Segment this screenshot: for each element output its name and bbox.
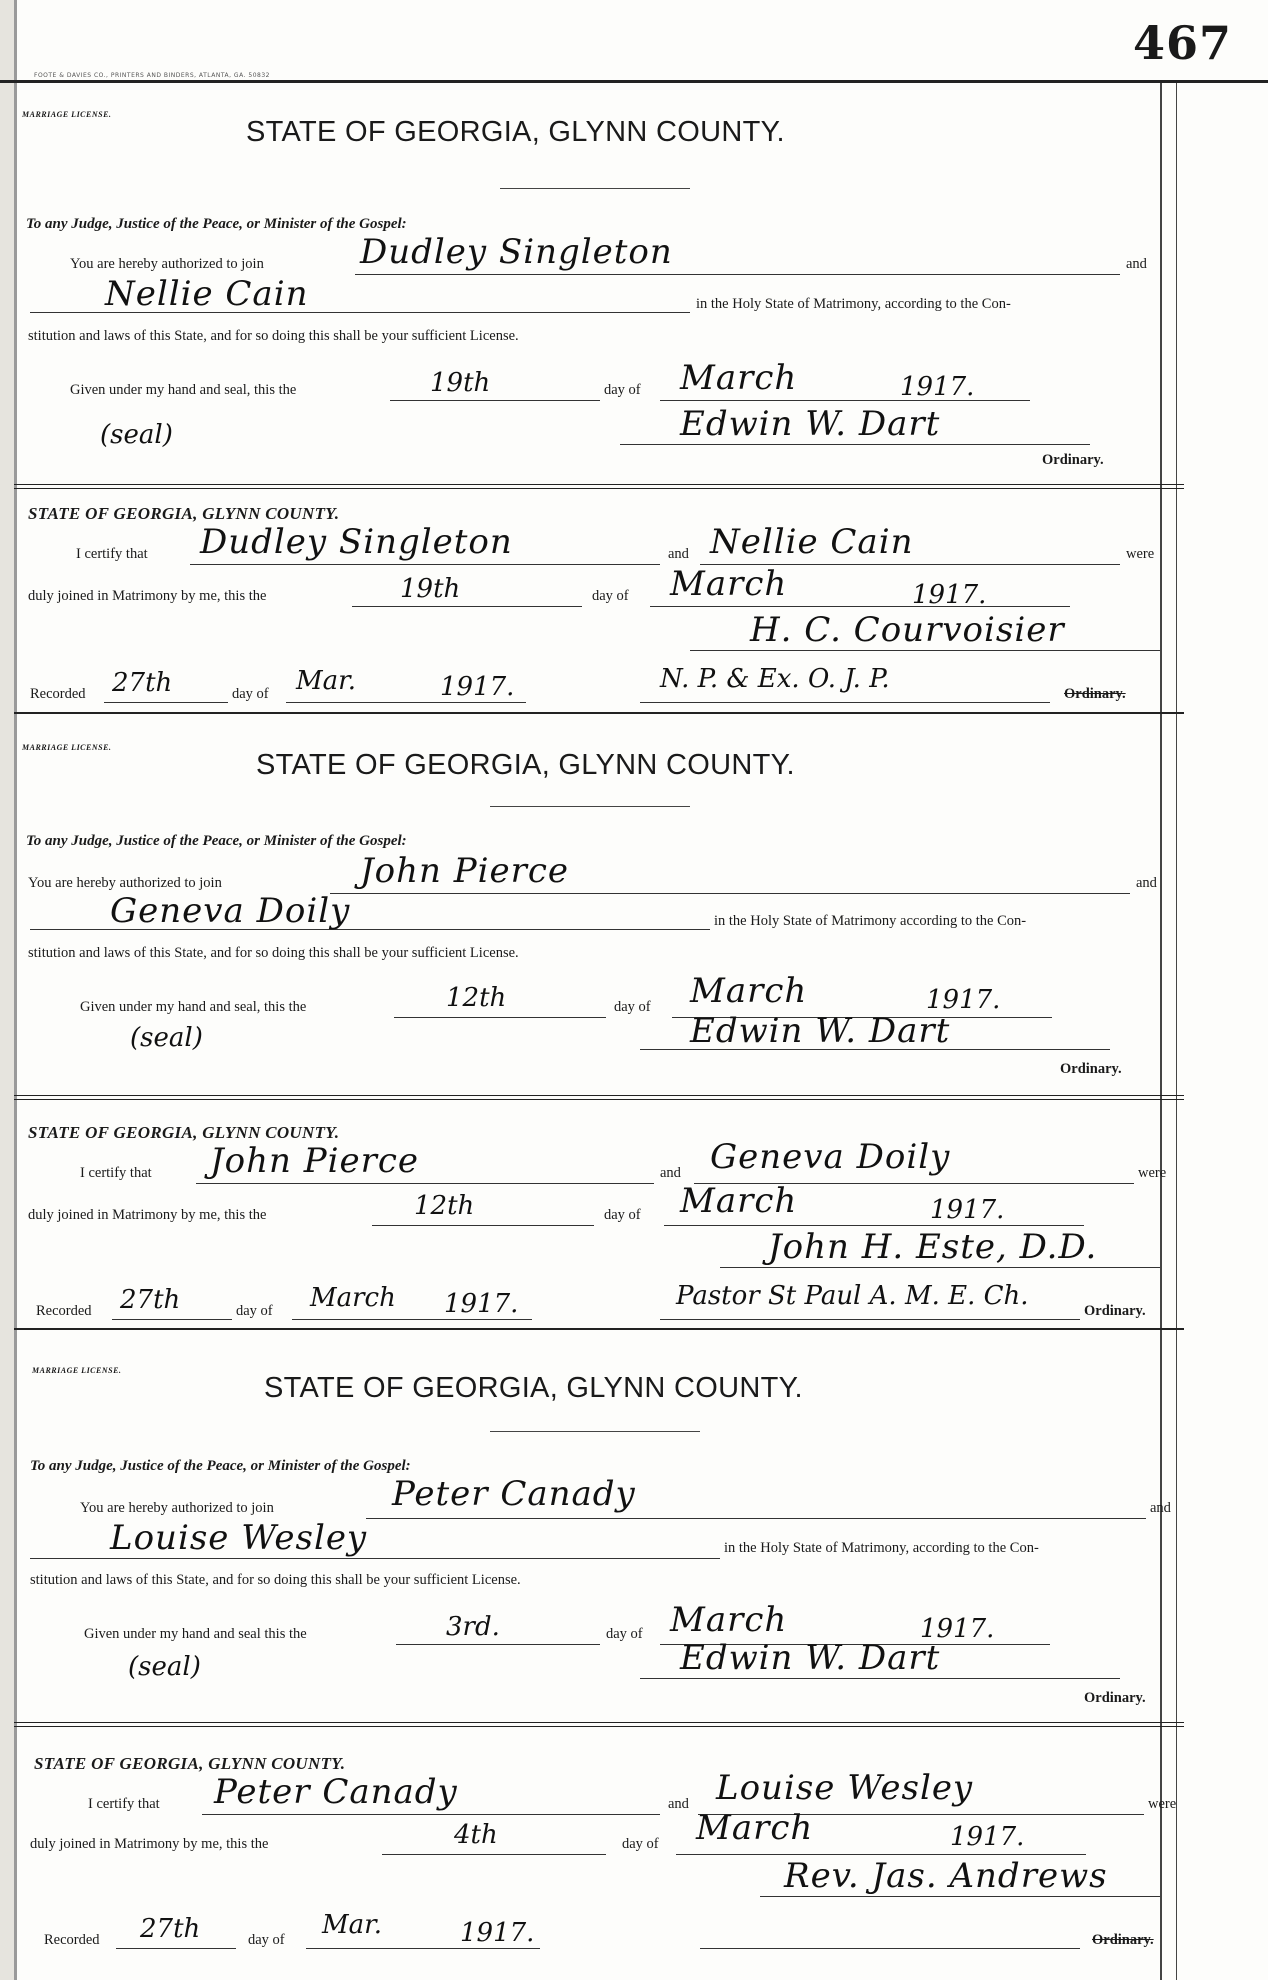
license-title: STATE OF GEORGIA, GLYNN COUNTY.: [246, 116, 785, 148]
margin-rule-inner: [1176, 80, 1177, 1980]
holy-state-text: in the Holy State of Matrimony according to the Con-: [714, 913, 1027, 929]
rec-month-line: [306, 1948, 540, 1949]
title-rule: [500, 188, 690, 189]
bride-name: Louise Wesley: [110, 1518, 368, 1558]
ordinary-sig-line: [620, 444, 1090, 445]
given-month: March: [680, 358, 798, 398]
given-year: 1917.: [926, 985, 1001, 1015]
cert-and-text: and: [660, 1165, 681, 1181]
cert-day-of-text: day of: [622, 1836, 659, 1852]
groom-name: Peter Canady: [392, 1474, 636, 1514]
join-text: You are hereby authorized to join: [70, 256, 264, 272]
page-edge: [0, 0, 14, 1980]
rec-month: Mar.: [296, 666, 356, 696]
cert-month-line: [650, 606, 1070, 607]
were-text: were: [1148, 1796, 1177, 1812]
constitution-text: stitution and laws of this State, and for so doing this shall be your sufficient License.: [28, 328, 519, 344]
officiant-signature: John H. Este, D.D.: [768, 1227, 1098, 1267]
cert-year: 1917.: [930, 1195, 1005, 1225]
rec-month: Mar.: [322, 1910, 382, 1940]
address-line: To any Judge, Justice of the Peace, or Minister of the Gospel:: [30, 1458, 411, 1474]
cert-month: March: [680, 1181, 798, 1221]
groom-name: Dudley Singleton: [360, 232, 673, 272]
rec-day-line: [104, 702, 228, 703]
ordinary-label: Ordinary.: [1042, 452, 1104, 468]
given-day: 3rd.: [446, 1612, 500, 1642]
certificate-title: STATE OF GEORGIA, GLYNN COUNTY.: [34, 1754, 346, 1773]
duly-text: duly joined in Matrimony by me, this the: [28, 588, 267, 604]
duly-text: duly joined in Matrimony by me, this the: [30, 1836, 269, 1852]
rec-month: March: [310, 1283, 396, 1313]
cert-day-of-text: day of: [604, 1207, 641, 1223]
cert-year: 1917.: [950, 1822, 1025, 1852]
rec-year: 1917.: [444, 1289, 519, 1319]
constitution-text: stitution and laws of this State, and for so doing this shall be your sufficient License.: [30, 1572, 521, 1588]
license-label: MARRIAGE LICENSE.: [32, 1366, 122, 1375]
certify-text: I certify that: [80, 1165, 152, 1181]
given-text: Given under my hand and seal, this the: [80, 999, 307, 1015]
bride-name: Nellie Cain: [105, 274, 309, 314]
given-day-line: [390, 400, 600, 401]
officiant-title: N. P. & Ex. O. J. P.: [660, 664, 890, 694]
page-number: 467: [1132, 16, 1232, 70]
day-of-text: day of: [606, 1626, 643, 1642]
rec-month-line: [292, 1319, 532, 1320]
join-text: You are hereby authorized to join: [80, 1500, 274, 1516]
day-of-text: day of: [604, 382, 641, 398]
ordinary-label: Ordinary.: [1060, 1061, 1122, 1077]
recorded-text: Recorded: [30, 686, 86, 702]
certificate-title: STATE OF GEORGIA, GLYNN COUNTY.: [28, 504, 340, 523]
given-day-line: [394, 1017, 606, 1018]
rec-day: 27th: [140, 1914, 201, 1944]
cert-year: 1917.: [912, 580, 987, 610]
cert-day-line: [352, 606, 582, 607]
cert-month: March: [696, 1808, 814, 1848]
cert-day: 19th: [400, 574, 461, 604]
officiant-line: [720, 1267, 1160, 1268]
rec-day-of-text: day of: [232, 686, 269, 702]
cert-groom-line: [202, 1814, 660, 1815]
officiant-line: [690, 650, 1160, 651]
day-of-text: day of: [614, 999, 651, 1015]
ordinary-signature: Edwin W. Dart: [680, 1638, 941, 1678]
seal-mark: (seal): [130, 1023, 203, 1053]
license-label: MARRIAGE LICENSE.: [22, 110, 112, 119]
section-rule-2: [14, 1726, 1184, 1727]
rec-day-line: [112, 1319, 232, 1320]
groom-line: [330, 893, 1130, 894]
cert-day-line: [382, 1854, 606, 1855]
holy-state-text: in the Holy State of Matrimony, according to the Con-: [724, 1540, 1039, 1556]
certify-text: I certify that: [76, 546, 148, 562]
cert-groom-line: [196, 1183, 654, 1184]
cert-day: 12th: [414, 1191, 475, 1221]
bride-name: Genevа Doily: [110, 891, 351, 931]
given-day-line: [396, 1644, 600, 1645]
cert-groom-line: [190, 564, 660, 565]
address-line: To any Judge, Justice of the Peace, or Minister of the Gospel:: [26, 216, 407, 232]
cert-day-of-text: day of: [592, 588, 629, 604]
were-text: were: [1138, 1165, 1167, 1181]
constitution-text: stitution and laws of this State, and for so doing this shall be your sufficient License.: [28, 945, 519, 961]
and-text: and: [1136, 875, 1157, 891]
groom-name: John Pierce: [360, 851, 569, 891]
were-text: were: [1126, 546, 1155, 562]
officiant-title-line: [700, 1948, 1080, 1949]
page-edge-line: [14, 0, 17, 1980]
given-day: 12th: [446, 983, 507, 1013]
rec-day-of-text: day of: [236, 1303, 273, 1319]
license-label: MARRIAGE LICENSE.: [22, 743, 112, 752]
printer-line: FOOTE & DAVIES CO., PRINTERS AND BINDERS, ATLANTA, GA. 50832: [34, 72, 270, 79]
ordinary-sig-line: [640, 1678, 1120, 1679]
cert-bride-name: Nellie Cain: [710, 522, 914, 562]
given-text: Given under my hand and seal, this the: [70, 382, 297, 398]
cert-month-line: [676, 1854, 1086, 1855]
certificate-title: STATE OF GEORGIA, GLYNN COUNTY.: [28, 1123, 340, 1142]
cert-ordinary-label: Ordinary.: [1092, 1932, 1154, 1948]
certify-text: I certify that: [88, 1796, 160, 1812]
rec-day-of-text: day of: [248, 1932, 285, 1948]
cert-groom-name: Peter Canady: [214, 1772, 458, 1812]
record-divider-1: [14, 712, 1184, 714]
officiant-signature: Rev. Jas. Andrews: [784, 1856, 1108, 1896]
cert-month: March: [670, 564, 788, 604]
address-line: To any Judge, Justice of the Peace, or Minister of the Gospel:: [26, 833, 407, 849]
groom-line: [366, 1518, 1146, 1519]
cert-ordinary-label: Ordinary.: [1084, 1303, 1146, 1319]
ordinary-label: Ordinary.: [1084, 1690, 1146, 1706]
rec-year: 1917.: [460, 1918, 535, 1948]
cert-groom-name: John Pierce: [210, 1141, 419, 1181]
given-day: 19th: [430, 368, 491, 398]
given-year: 1917.: [900, 372, 975, 402]
officiant-title-line: [640, 702, 1050, 703]
and-text: and: [1150, 1500, 1171, 1516]
holy-state-text: in the Holy State of Matrimony, according to the Con-: [696, 296, 1011, 312]
cert-and-text: and: [668, 546, 689, 562]
cert-day: 4th: [454, 1820, 498, 1850]
section-rule-2: [14, 1099, 1184, 1100]
ordinary-signature: Edwin W. Dart: [680, 404, 941, 444]
rec-day-line: [116, 1948, 236, 1949]
bride-line: [30, 1558, 720, 1559]
groom-line: [355, 274, 1120, 275]
margin-rule: [1160, 80, 1162, 1980]
rec-day: 27th: [120, 1285, 181, 1315]
section-rule: [14, 484, 1184, 485]
top-rule: [0, 80, 1268, 83]
section-rule: [14, 1722, 1184, 1723]
officiant-signature: H. C. Courvoisier: [750, 610, 1065, 650]
recorded-text: Recorded: [36, 1303, 92, 1319]
ordinary-signature: Edwin W. Dart: [690, 1011, 951, 1051]
and-text: and: [1126, 256, 1147, 272]
recorded-text: Recorded: [44, 1932, 100, 1948]
section-rule: [14, 1095, 1184, 1096]
cert-and-text: and: [668, 1796, 689, 1812]
duly-text: duly joined in Matrimony by me, this the: [28, 1207, 267, 1223]
given-year: 1917.: [920, 1614, 995, 1644]
cert-ordinary-label: Ordinary.: [1064, 686, 1126, 702]
cert-month-line: [664, 1225, 1084, 1226]
officiant-line: [760, 1896, 1160, 1897]
given-month: March: [670, 1600, 788, 1640]
license-title: STATE OF GEORGIA, GLYNN COUNTY.: [264, 1372, 803, 1404]
rec-year: 1917.: [440, 672, 515, 702]
given-month-line: [660, 400, 1030, 401]
cert-day-line: [372, 1225, 594, 1226]
section-rule-2: [14, 488, 1184, 489]
record-divider-2: [14, 1328, 1184, 1330]
officiant-title-line: [660, 1319, 1080, 1320]
join-text: You are hereby authorized to join: [28, 875, 222, 891]
title-rule: [490, 806, 690, 807]
license-title: STATE OF GEORGIA, GLYNN COUNTY.: [256, 749, 795, 781]
cert-bride-name: Genevа Doily: [710, 1137, 951, 1177]
given-month: March: [690, 971, 808, 1011]
cert-bride-name: Louise Wesley: [716, 1768, 974, 1808]
title-rule: [490, 1431, 700, 1432]
rec-day: 27th: [112, 668, 173, 698]
seal-mark: (seal): [100, 420, 173, 450]
cert-groom-name: Dudley Singleton: [200, 522, 513, 562]
given-text: Given under my hand and seal this the: [84, 1626, 307, 1642]
officiant-title: Pastor St Paul A. M. E. Ch.: [676, 1281, 1029, 1311]
rec-month-line: [286, 702, 526, 703]
seal-mark: (seal): [128, 1652, 201, 1682]
